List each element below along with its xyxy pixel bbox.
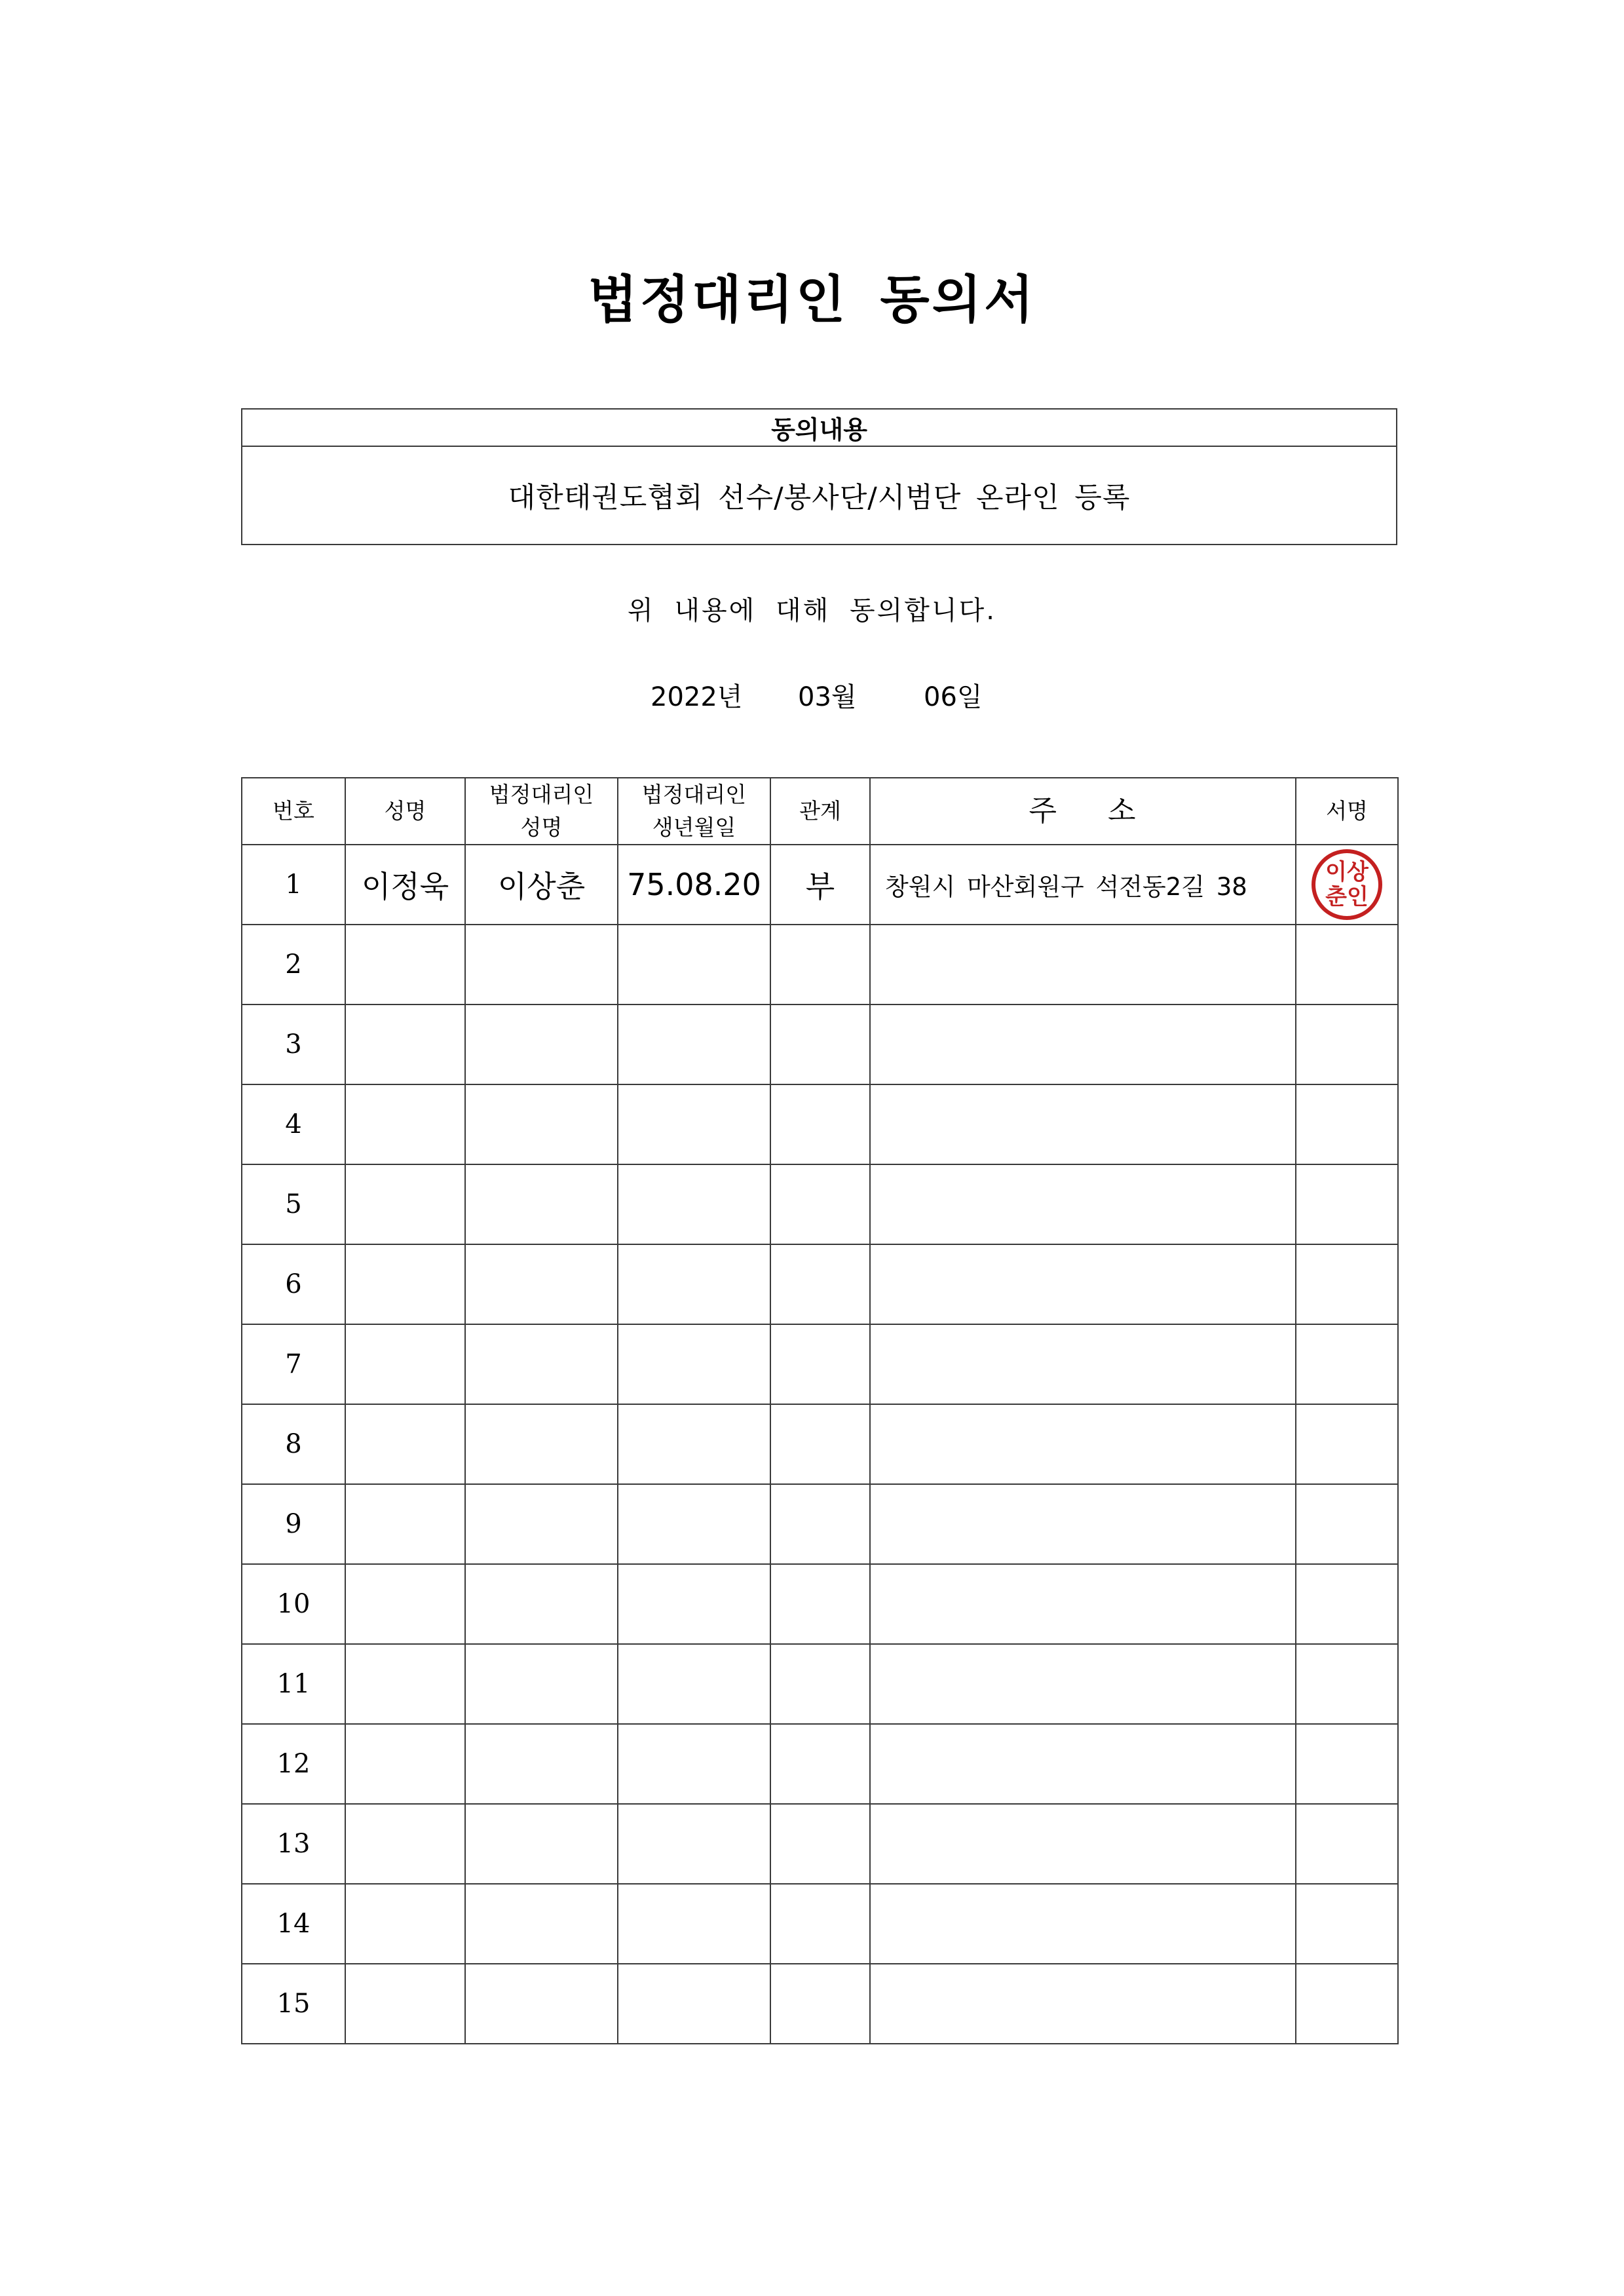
row-guardian-birth — [618, 1244, 770, 1324]
row-relation — [770, 1164, 870, 1244]
table-row — [242, 1324, 1398, 1404]
header-signature: 서명 — [1296, 778, 1398, 845]
row-address — [870, 1164, 1296, 1244]
row-relation — [770, 1404, 870, 1484]
table-row — [242, 1404, 1398, 1484]
row-relation — [770, 1724, 870, 1804]
row-relation — [770, 1564, 870, 1644]
row-guardian-name — [465, 1564, 618, 1644]
table-row — [242, 925, 1398, 1004]
row-guardian-name — [465, 1084, 618, 1164]
row-signature — [1296, 1004, 1398, 1084]
row-relation — [770, 1964, 870, 2044]
row-signature — [1296, 925, 1398, 1004]
agreement-statement: 위 내용에 대해 동의합니다. — [628, 596, 996, 626]
row-number: 5 — [242, 1164, 345, 1244]
row-number: 10 — [242, 1564, 345, 1644]
table-row — [242, 1164, 1398, 1244]
document-title: 법정대리인 동의서 — [588, 271, 1036, 330]
consent-content: 대한태권도협회 선수/봉사단/시범단 온라인 등록 — [242, 446, 1397, 545]
row-relation — [770, 1644, 870, 1724]
row-signature — [1296, 1804, 1398, 1884]
row-name — [345, 1164, 465, 1244]
row-guardian-name — [465, 1884, 618, 1964]
row-guardian-birth — [618, 1404, 770, 1484]
row-guardian-name — [465, 1324, 618, 1404]
table-row — [242, 1004, 1398, 1084]
row-address — [870, 1084, 1296, 1164]
row-guardian-name — [465, 1644, 618, 1724]
row-guardian-birth — [618, 1324, 770, 1404]
row-address — [870, 1644, 1296, 1724]
row-name — [345, 925, 465, 1004]
row-signature — [1296, 1484, 1398, 1564]
header-relation: 관계 — [770, 778, 870, 845]
signature-seal — [1312, 849, 1382, 920]
row-signature — [1296, 1884, 1398, 1964]
seal-text-top: 이상 — [1325, 859, 1369, 885]
row-address — [870, 925, 1296, 1004]
row-signature — [1296, 1244, 1398, 1324]
row-guardian-name — [465, 925, 618, 1004]
row-guardian-birth — [618, 1084, 770, 1164]
table-row — [242, 1644, 1398, 1724]
header-address: 주 소 — [870, 778, 1296, 845]
row-guardian-birth — [618, 1724, 770, 1804]
row-number: 1 — [242, 845, 345, 925]
row-name — [345, 1724, 465, 1804]
row-number: 11 — [242, 1644, 345, 1724]
row-relation: 부 — [770, 845, 870, 925]
row-number: 9 — [242, 1484, 345, 1564]
row-signature — [1296, 1724, 1398, 1804]
consent-table — [241, 408, 1397, 545]
row-guardian-birth — [618, 1004, 770, 1084]
row-address — [870, 1004, 1296, 1084]
row-address — [870, 1724, 1296, 1804]
row-address — [870, 1884, 1296, 1964]
row-guardian-birth — [618, 1804, 770, 1884]
table-row — [242, 845, 1398, 925]
row-address — [870, 1484, 1296, 1564]
row-address — [870, 1804, 1296, 1884]
consent-header: 동의내용 — [242, 409, 1397, 446]
row-guardian-name — [465, 1244, 618, 1324]
row-name — [345, 1404, 465, 1484]
guardian-roster-table — [241, 777, 1399, 2044]
table-row — [242, 1884, 1398, 1964]
table-row — [242, 1484, 1398, 1564]
table-row — [242, 1964, 1398, 2044]
header-guardian-birth — [618, 778, 770, 845]
row-relation — [770, 1804, 870, 1884]
date-day: 06일 — [924, 682, 983, 712]
row-relation — [770, 925, 870, 1004]
row-guardian-name — [465, 1724, 618, 1804]
row-guardian-name — [465, 1164, 618, 1244]
row-guardian-birth — [618, 1964, 770, 2044]
row-guardian-name — [465, 1804, 618, 1884]
header-guardian-name — [465, 778, 618, 845]
header-guardian-birth-line2: 생년월일 — [652, 814, 736, 840]
header-guardian-birth-line1: 법정대리인 — [641, 782, 747, 807]
header-name: 성명 — [345, 778, 465, 845]
row-number: 6 — [242, 1244, 345, 1324]
seal-text-bottom: 춘인 — [1325, 884, 1369, 910]
row-guardian-birth — [618, 1884, 770, 1964]
row-address — [870, 1324, 1296, 1404]
date-year: 2022년 — [651, 682, 743, 712]
row-relation — [770, 1084, 870, 1164]
row-guardian-birth — [618, 1564, 770, 1644]
row-address: 창원시 마산회원구 석전동2길 38 — [870, 845, 1296, 925]
row-number: 3 — [242, 1004, 345, 1084]
row-name — [345, 1244, 465, 1324]
row-number: 12 — [242, 1724, 345, 1804]
roster-header-row — [242, 778, 1398, 845]
row-name — [345, 1324, 465, 1404]
row-relation — [770, 1484, 870, 1564]
row-guardian-birth — [618, 1164, 770, 1244]
row-address — [870, 1244, 1296, 1324]
row-name — [345, 1564, 465, 1644]
row-number: 2 — [242, 925, 345, 1004]
table-row — [242, 1804, 1398, 1884]
header-number: 번호 — [242, 778, 345, 845]
row-address — [870, 1564, 1296, 1644]
row-guardian-name — [465, 1404, 618, 1484]
table-row — [242, 1084, 1398, 1164]
row-guardian-birth — [618, 1644, 770, 1724]
row-guardian-name — [465, 1964, 618, 2044]
header-guardian-name-line2: 성명 — [520, 814, 563, 840]
row-name: 이정욱 — [345, 845, 465, 925]
row-number: 4 — [242, 1084, 345, 1164]
row-address — [870, 1404, 1296, 1484]
row-signature — [1296, 1324, 1398, 1404]
row-address — [870, 1964, 1296, 2044]
row-guardian-birth: 75.08.20 — [618, 845, 770, 925]
row-relation — [770, 1244, 870, 1324]
row-guardian-name — [465, 1004, 618, 1084]
header-guardian-name-line1: 법정대리인 — [489, 782, 594, 807]
row-number: 15 — [242, 1964, 345, 2044]
row-guardian-birth — [618, 925, 770, 1004]
table-row — [242, 1244, 1398, 1324]
row-number: 13 — [242, 1804, 345, 1884]
row-signature — [1296, 1404, 1398, 1484]
row-name — [345, 1484, 465, 1564]
date-month: 03월 — [798, 682, 857, 712]
row-name — [345, 1644, 465, 1724]
row-signature — [1296, 1564, 1398, 1644]
row-name — [345, 1004, 465, 1084]
row-name — [345, 1964, 465, 2044]
row-name — [345, 1804, 465, 1884]
table-row — [242, 1564, 1398, 1644]
row-signature — [1296, 1164, 1398, 1244]
row-number: 14 — [242, 1884, 345, 1964]
row-name — [345, 1084, 465, 1164]
row-name — [345, 1884, 465, 1964]
table-row — [242, 1724, 1398, 1804]
row-relation — [770, 1004, 870, 1084]
row-signature — [1296, 1644, 1398, 1724]
row-signature — [1296, 1084, 1398, 1164]
row-relation — [770, 1324, 870, 1404]
row-guardian-name: 이상춘 — [465, 845, 618, 925]
row-signature — [1296, 1964, 1398, 2044]
row-number: 8 — [242, 1404, 345, 1484]
row-guardian-birth — [618, 1484, 770, 1564]
row-guardian-name — [465, 1484, 618, 1564]
row-relation — [770, 1884, 870, 1964]
row-number: 7 — [242, 1324, 345, 1404]
row-signature — [1296, 845, 1398, 925]
